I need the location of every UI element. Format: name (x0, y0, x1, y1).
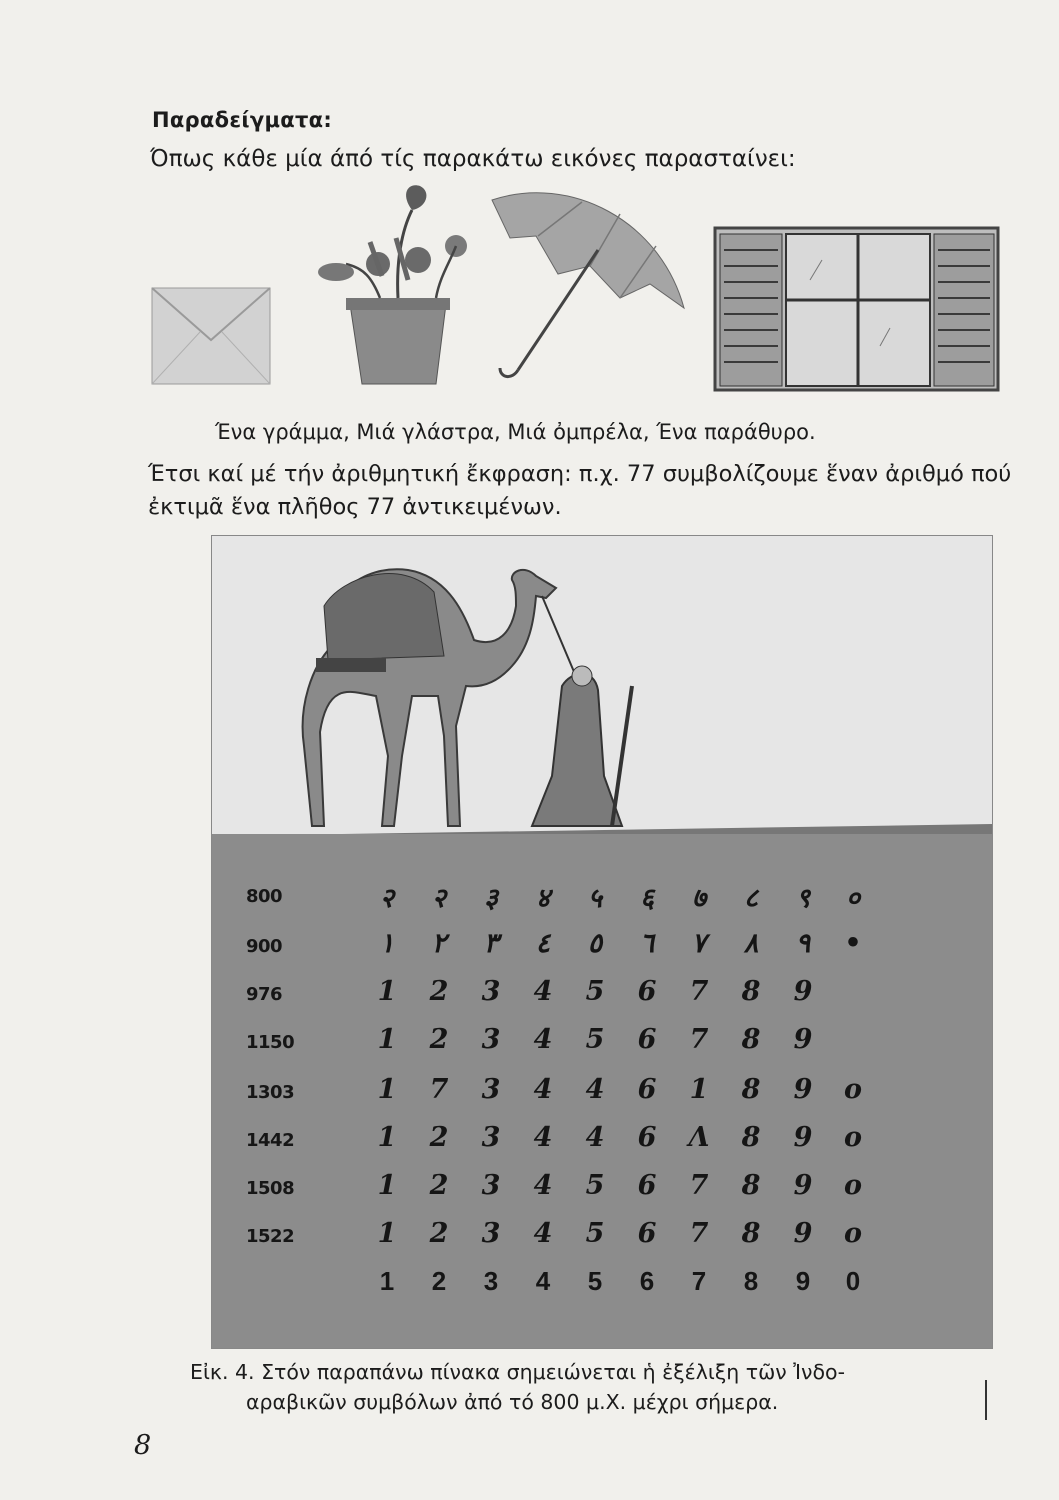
intro-sentence: Όπως κάθε μία άπό τίς παρακάτω εικόνες παρασταίνει: (150, 146, 796, 172)
numeral-glyph: २ (379, 883, 395, 914)
numeral-glyph: 8 (741, 1122, 761, 1153)
numerals-row (212, 878, 992, 924)
numeral-glyph: o (843, 1218, 862, 1249)
numeral-glyph: 2 (431, 1266, 447, 1296)
numeral-glyph: 9 (795, 1266, 811, 1296)
year-label: 1150 (246, 1032, 295, 1053)
year-label: 1303 (246, 1082, 295, 1103)
numeral-glyph: 4 (535, 1266, 551, 1296)
numeral-glyph: ३ (483, 883, 499, 914)
numeral-glyph: ٧ (691, 928, 707, 959)
numeral-glyph: ४ (535, 883, 551, 914)
numerals-row (212, 1074, 992, 1120)
numeral-glyph: o (843, 1170, 862, 1201)
year-label: 1442 (246, 1130, 295, 1151)
numeral-glyph: 8 (741, 1170, 761, 1201)
numeral-glyph: ١ (379, 928, 395, 959)
numeral-glyph: 6 (637, 976, 657, 1007)
figure-caption (190, 1357, 970, 1417)
numeral-glyph: 9 (793, 1170, 813, 1201)
numerals-row (212, 928, 992, 974)
numeral-glyph: ७ (691, 883, 707, 914)
numeral-glyph: 4 (533, 1170, 553, 1201)
envelope-icon (152, 288, 270, 384)
numeral-glyph: ٥ (587, 928, 603, 959)
year-label: 900 (246, 936, 283, 957)
numeral-glyph: 2 (429, 1218, 449, 1249)
numeral-glyph: 2 (429, 1024, 449, 1055)
numerals-row (212, 1266, 992, 1312)
section-heading: Παραδείγματα: (152, 108, 333, 132)
numeral-glyph: • (844, 928, 862, 959)
pictures-caption: Ένα γράμμα, Μιά γλάστρα, Μιά ὀμπρέλα, Ένα παράθυρο. (215, 420, 816, 444)
numeral-glyph: ٣ (483, 928, 499, 959)
numeral-glyph: 7 (429, 1074, 449, 1105)
year-label: 1508 (246, 1178, 295, 1199)
numeral-glyph: 8 (741, 1218, 761, 1249)
figure-caption-line-2: αραβικῶν συμβόλων ἀπό τό 800 μ.Χ. μέχρι σήμερα. (246, 1390, 779, 1414)
numeral-glyph: 0 (845, 1266, 861, 1296)
numeral-glyph: 4 (533, 1024, 553, 1055)
numerals-row (212, 1218, 992, 1264)
numerals-row (212, 1122, 992, 1168)
numeral-glyph: 4 (533, 1074, 553, 1105)
numeral-glyph: 3 (481, 1074, 501, 1105)
year-label: 800 (246, 886, 283, 907)
numeral-glyph: 9 (793, 1074, 813, 1105)
numeral-glyph: 9 (793, 1122, 813, 1153)
numeral-glyph: 5 (585, 976, 605, 1007)
numeral-glyph: 6 (637, 1122, 657, 1153)
numeral-glyph: ٦ (639, 928, 655, 959)
numeral-glyph: 6 (637, 1170, 657, 1201)
desert-illustration (212, 536, 992, 846)
numeral-glyph: 1 (379, 1266, 395, 1296)
numeral-glyph: 4 (533, 1122, 553, 1153)
numeral-glyph: 1 (377, 1218, 397, 1249)
numerals-row (212, 976, 992, 1022)
numeral-glyph: o (843, 1122, 862, 1153)
numeral-glyph: 3 (481, 976, 501, 1007)
numeral-glyph: 3 (483, 1266, 499, 1296)
numeral-glyph: 3 (481, 1122, 501, 1153)
year-label: 1522 (246, 1226, 295, 1247)
margin-rule (985, 1380, 987, 1420)
flowerpot-icon (318, 185, 467, 384)
numeral-glyph: Λ (688, 1122, 710, 1153)
numeral-glyph: o (843, 1074, 862, 1105)
page-number: 8 (134, 1430, 152, 1461)
numeral-glyph: ० (845, 883, 861, 914)
numeral-glyph: 3 (481, 1218, 501, 1249)
numeral-glyph: 1 (377, 1074, 397, 1105)
numeral-glyph: 8 (743, 1266, 759, 1296)
umbrella-icon (492, 193, 684, 377)
numerals-row (212, 1170, 992, 1216)
numeral-glyph: 8 (741, 1024, 761, 1055)
numeral-glyph: 5 (587, 1266, 603, 1296)
numeral-glyph: ٤ (535, 928, 551, 959)
numeral-glyph: 1 (377, 1122, 397, 1153)
numerals-row (212, 1024, 992, 1070)
numeral-glyph: 6 (639, 1266, 655, 1296)
year-label: 976 (246, 984, 283, 1005)
numeral-glyph: ९ (795, 883, 811, 914)
numeral-glyph: 7 (689, 1024, 709, 1055)
numeral-glyph: 1 (377, 1024, 397, 1055)
numeral-glyph: 7 (691, 1266, 707, 1296)
numeral-glyph: 9 (793, 976, 813, 1007)
numeral-glyph: 6 (637, 1024, 657, 1055)
numeral-glyph: 2 (429, 1122, 449, 1153)
numeral-glyph: 3 (481, 1024, 501, 1055)
numeral-glyph: 8 (741, 976, 761, 1007)
numeral-glyph: 7 (689, 1170, 709, 1201)
numeral-glyph: ६ (639, 883, 655, 914)
numeral-glyph: 5 (585, 1024, 605, 1055)
numeral-glyph: २ (431, 883, 447, 914)
numeral-glyph: ५ (587, 883, 603, 914)
numeral-glyph: 6 (637, 1074, 657, 1105)
numeral-glyph: 3 (481, 1170, 501, 1201)
numeral-glyph: 7 (689, 976, 709, 1007)
figure-caption-line-1: Εἰκ. 4. Στόν παραπάνω πίνακα σημειώνεται ἡ ἐξέλιξη τῶν Ἰνδο- (190, 1360, 845, 1384)
numeral-glyph: 5 (585, 1218, 605, 1249)
numeral-glyph: 4 (585, 1074, 605, 1105)
numeral-glyph: 2 (429, 1170, 449, 1201)
numeral-glyph: 6 (637, 1218, 657, 1249)
numeral-glyph: 5 (585, 1170, 605, 1201)
example-pictures (150, 180, 1000, 395)
numeral-glyph: ٢ (431, 928, 447, 959)
numeral-glyph: 4 (533, 976, 553, 1007)
numeral-glyph: 7 (689, 1218, 709, 1249)
numeral-glyph: 1 (377, 1170, 397, 1201)
body-paragraph: Έτσι καί μέ τήν ἀριθμητική ἔκφραση: π.χ. 77 συμβολίζουμε ἕναν ἀριθμό πού ἐκτιμᾶ ἕνα πλῆθος 77 ἀντικειμένων. (148, 461, 1012, 520)
numeral-glyph: 8 (741, 1074, 761, 1105)
numeral-glyph: 9 (793, 1218, 813, 1249)
numeral-glyph: 4 (585, 1122, 605, 1153)
numerals-table (212, 834, 992, 1348)
numeral-glyph: ८ (743, 883, 759, 914)
numeral-glyph: 1 (377, 976, 397, 1007)
numeral-glyph: 4 (533, 1218, 553, 1249)
numeral-glyph: 9 (793, 1024, 813, 1055)
numerals-figure (211, 535, 993, 1349)
numeral-glyph: 1 (689, 1074, 709, 1105)
numeral-glyph: ٨ (743, 928, 759, 959)
numeral-glyph: 2 (429, 976, 449, 1007)
numeral-glyph: ٩ (795, 928, 811, 959)
window-icon (715, 228, 998, 390)
